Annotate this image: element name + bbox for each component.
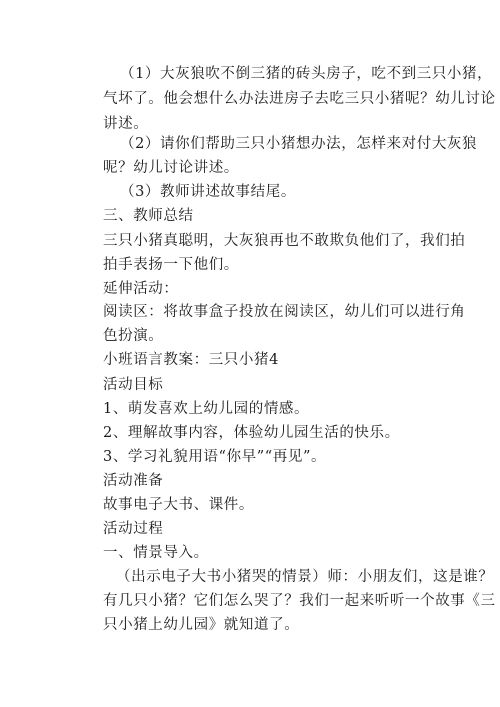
paragraph-line: （3）教师讲述故事结尾。 [120, 184, 296, 200]
section-heading: 一、情景导入。 [103, 545, 209, 561]
paragraph-line: 阅读区：将故事盒子投放在阅读区，幼儿们可以进行角 [103, 304, 466, 320]
paragraph-line: 讲述。 [103, 116, 149, 132]
list-item: 3、学习礼貌用语“你早”“再见”。 [103, 449, 327, 465]
section-heading: 活动准备 [103, 473, 164, 489]
paragraph-line: 故事电子大书、课件。 [103, 497, 254, 513]
list-item: 1、萌发喜欢上幼儿园的情感。 [103, 401, 310, 417]
section-heading: 活动过程 [103, 521, 164, 537]
paragraph-line: （1）大灰狼吹不倒三猪的砖头房子，吃不到三只小猪， [120, 66, 493, 82]
section-heading: 延伸活动： [103, 281, 179, 297]
section-heading: 活动目标 [103, 377, 164, 393]
document-title: 小班语言教案：三只小猪4 [103, 352, 279, 368]
paragraph-line: 只小猪上幼儿园》就知道了。 [103, 617, 300, 633]
paragraph-line: 三只小猪真聪明，大灰狼再也不敢欺负他们了，我们拍 [103, 233, 466, 249]
paragraph-line: 色扮演。 [103, 328, 164, 344]
paragraph-line: 有几只小猪？它们怎么哭了？我们一起来听听一个故事《三 [103, 593, 496, 609]
paragraph-line: （出示电子大书小猪哭的情景）师：小朋友们，这是谁？ [116, 569, 494, 585]
paragraph-line: （2）请你们帮助三只小猪想办法，怎样来对付大灰狼 [120, 136, 478, 152]
section-heading: 三、教师总结 [103, 208, 194, 224]
paragraph-line: 气坏了。他会想什么办法进房子去吃三只小猪呢？幼儿讨论 [103, 91, 496, 107]
list-item: 2、理解故事内容，体验幼儿园生活的快乐。 [103, 425, 400, 441]
paragraph-line: 呢？幼儿讨论讲述。 [103, 160, 239, 176]
paragraph-line: 拍手表扬一下他们。 [103, 257, 239, 273]
